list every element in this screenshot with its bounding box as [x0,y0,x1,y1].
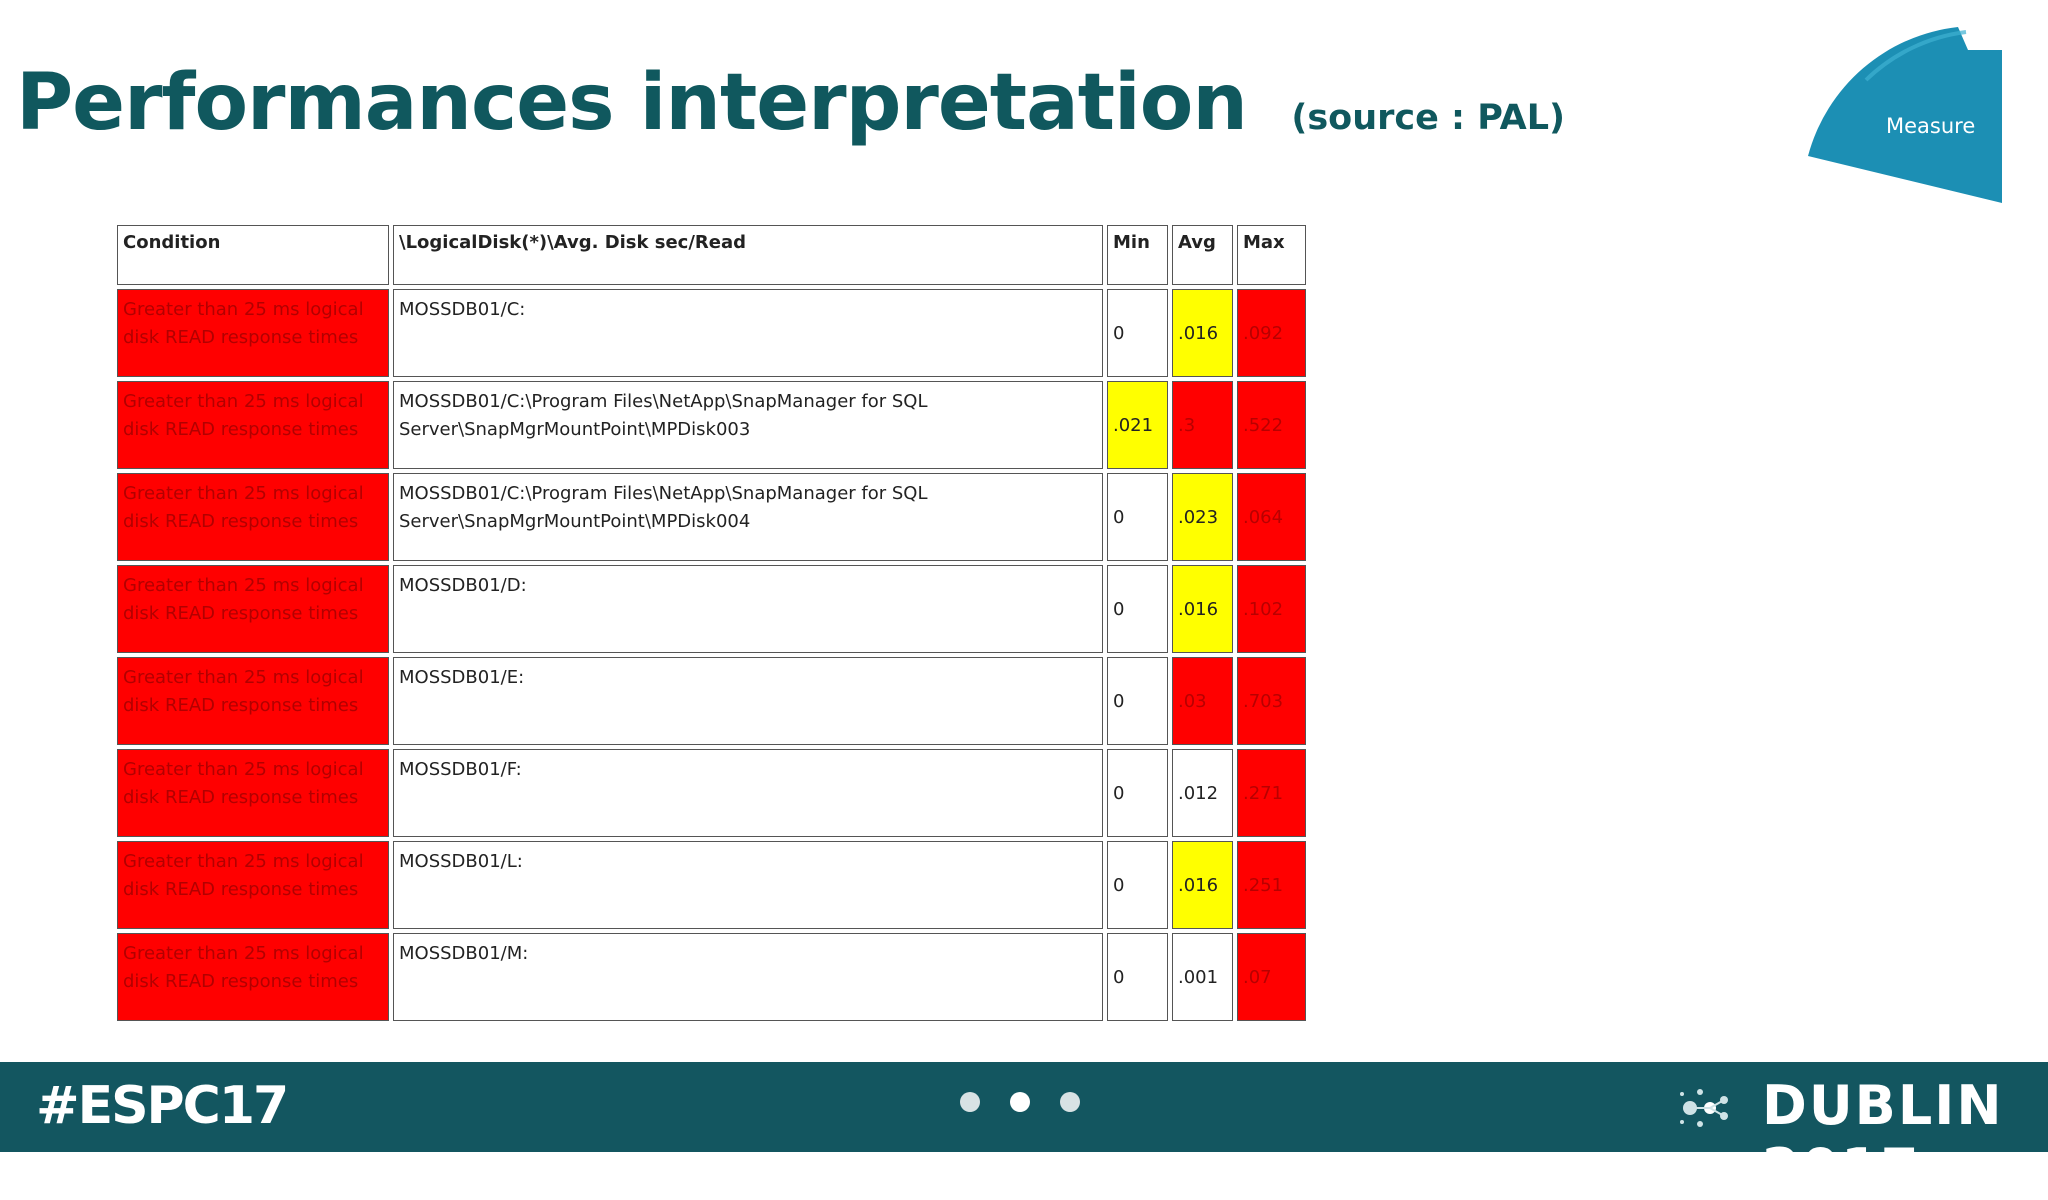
counter-cell: MOSSDB01/C: [393,289,1103,377]
table-row [117,657,1306,745]
pager-dot [1060,1092,1080,1112]
min-cell: 0 [1107,749,1168,837]
table-row [117,933,1306,1021]
min-cell: 0 [1107,289,1168,377]
counter-cell: MOSSDB01/E: [393,657,1103,745]
condition-cell: Greater than 25 ms logical disk READ response times [117,381,389,469]
condition-cell: Greater than 25 ms logical disk READ response times [117,657,389,745]
condition-cell: Greater than 25 ms logical disk READ response times [117,933,389,1021]
column-header-min: Min [1107,225,1168,285]
avg-cell: .3 [1172,381,1233,469]
table-row [117,473,1306,561]
avg-cell: .016 [1172,289,1233,377]
min-cell: 0 [1107,473,1168,561]
column-header-counter: \LogicalDisk(*)\Avg. Disk sec/Read [393,225,1103,285]
network-logo-icon [1676,1084,1732,1132]
min-cell: 0 [1107,565,1168,653]
counter-cell: MOSSDB01/L: [393,841,1103,929]
slide-header [16,58,1565,148]
min-cell: .021 [1107,381,1168,469]
measure-badge-icon [1806,10,2006,210]
max-cell: .07 [1237,933,1306,1021]
column-header-max: Max [1237,225,1306,285]
table-row [117,381,1306,469]
condition-cell: Greater than 25 ms logical disk READ response times [117,565,389,653]
table-row [117,749,1306,837]
max-cell: .102 [1237,565,1306,653]
pager-dot [960,1092,980,1112]
event-location: DUBLIN 2017 [1762,1074,2004,1200]
avg-cell: .016 [1172,841,1233,929]
avg-cell: .016 [1172,565,1233,653]
slide-pager [960,1092,1110,1117]
slide-subtitle: (source : PAL) [1291,98,1566,138]
counter-cell: MOSSDB01/D: [393,565,1103,653]
table-row [117,841,1306,929]
table-header-row [117,225,1306,285]
measure-badge-label: Measure [1886,114,1976,138]
avg-cell: .012 [1172,749,1233,837]
condition-cell: Greater than 25 ms logical disk READ response times [117,289,389,377]
avg-cell: .001 [1172,933,1233,1021]
footer-bar [0,1062,2048,1200]
column-header-condition: Condition [117,225,389,285]
max-cell: .064 [1237,473,1306,561]
condition-cell: Greater than 25 ms logical disk READ response times [117,841,389,929]
column-header-avg: Avg [1172,225,1233,285]
pal-results-table [113,221,1310,1025]
counter-cell: MOSSDB01/C:\Program Files\NetApp\SnapManager for SQL Server\SnapMgrMountPoint\MPDisk004 [393,473,1103,561]
pager-dot-active [1010,1092,1030,1112]
table-row [117,289,1306,377]
event-hashtag: #ESPC17 [36,1076,288,1136]
table-body [117,289,1306,1021]
max-cell: .271 [1237,749,1306,837]
max-cell: .092 [1237,289,1306,377]
max-cell: .703 [1237,657,1306,745]
counter-cell: MOSSDB01/F: [393,749,1103,837]
condition-cell: Greater than 25 ms logical disk READ response times [117,749,389,837]
min-cell: 0 [1107,933,1168,1021]
table-row [117,565,1306,653]
counter-cell: MOSSDB01/M: [393,933,1103,1021]
max-cell: .522 [1237,381,1306,469]
slide-title: Performances interpretation [16,58,1247,148]
condition-cell: Greater than 25 ms logical disk READ response times [117,473,389,561]
avg-cell: .023 [1172,473,1233,561]
avg-cell: .03 [1172,657,1233,745]
min-cell: 0 [1107,657,1168,745]
counter-cell: MOSSDB01/C:\Program Files\NetApp\SnapManager for SQL Server\SnapMgrMountPoint\MPDisk003 [393,381,1103,469]
min-cell: 0 [1107,841,1168,929]
max-cell: .251 [1237,841,1306,929]
